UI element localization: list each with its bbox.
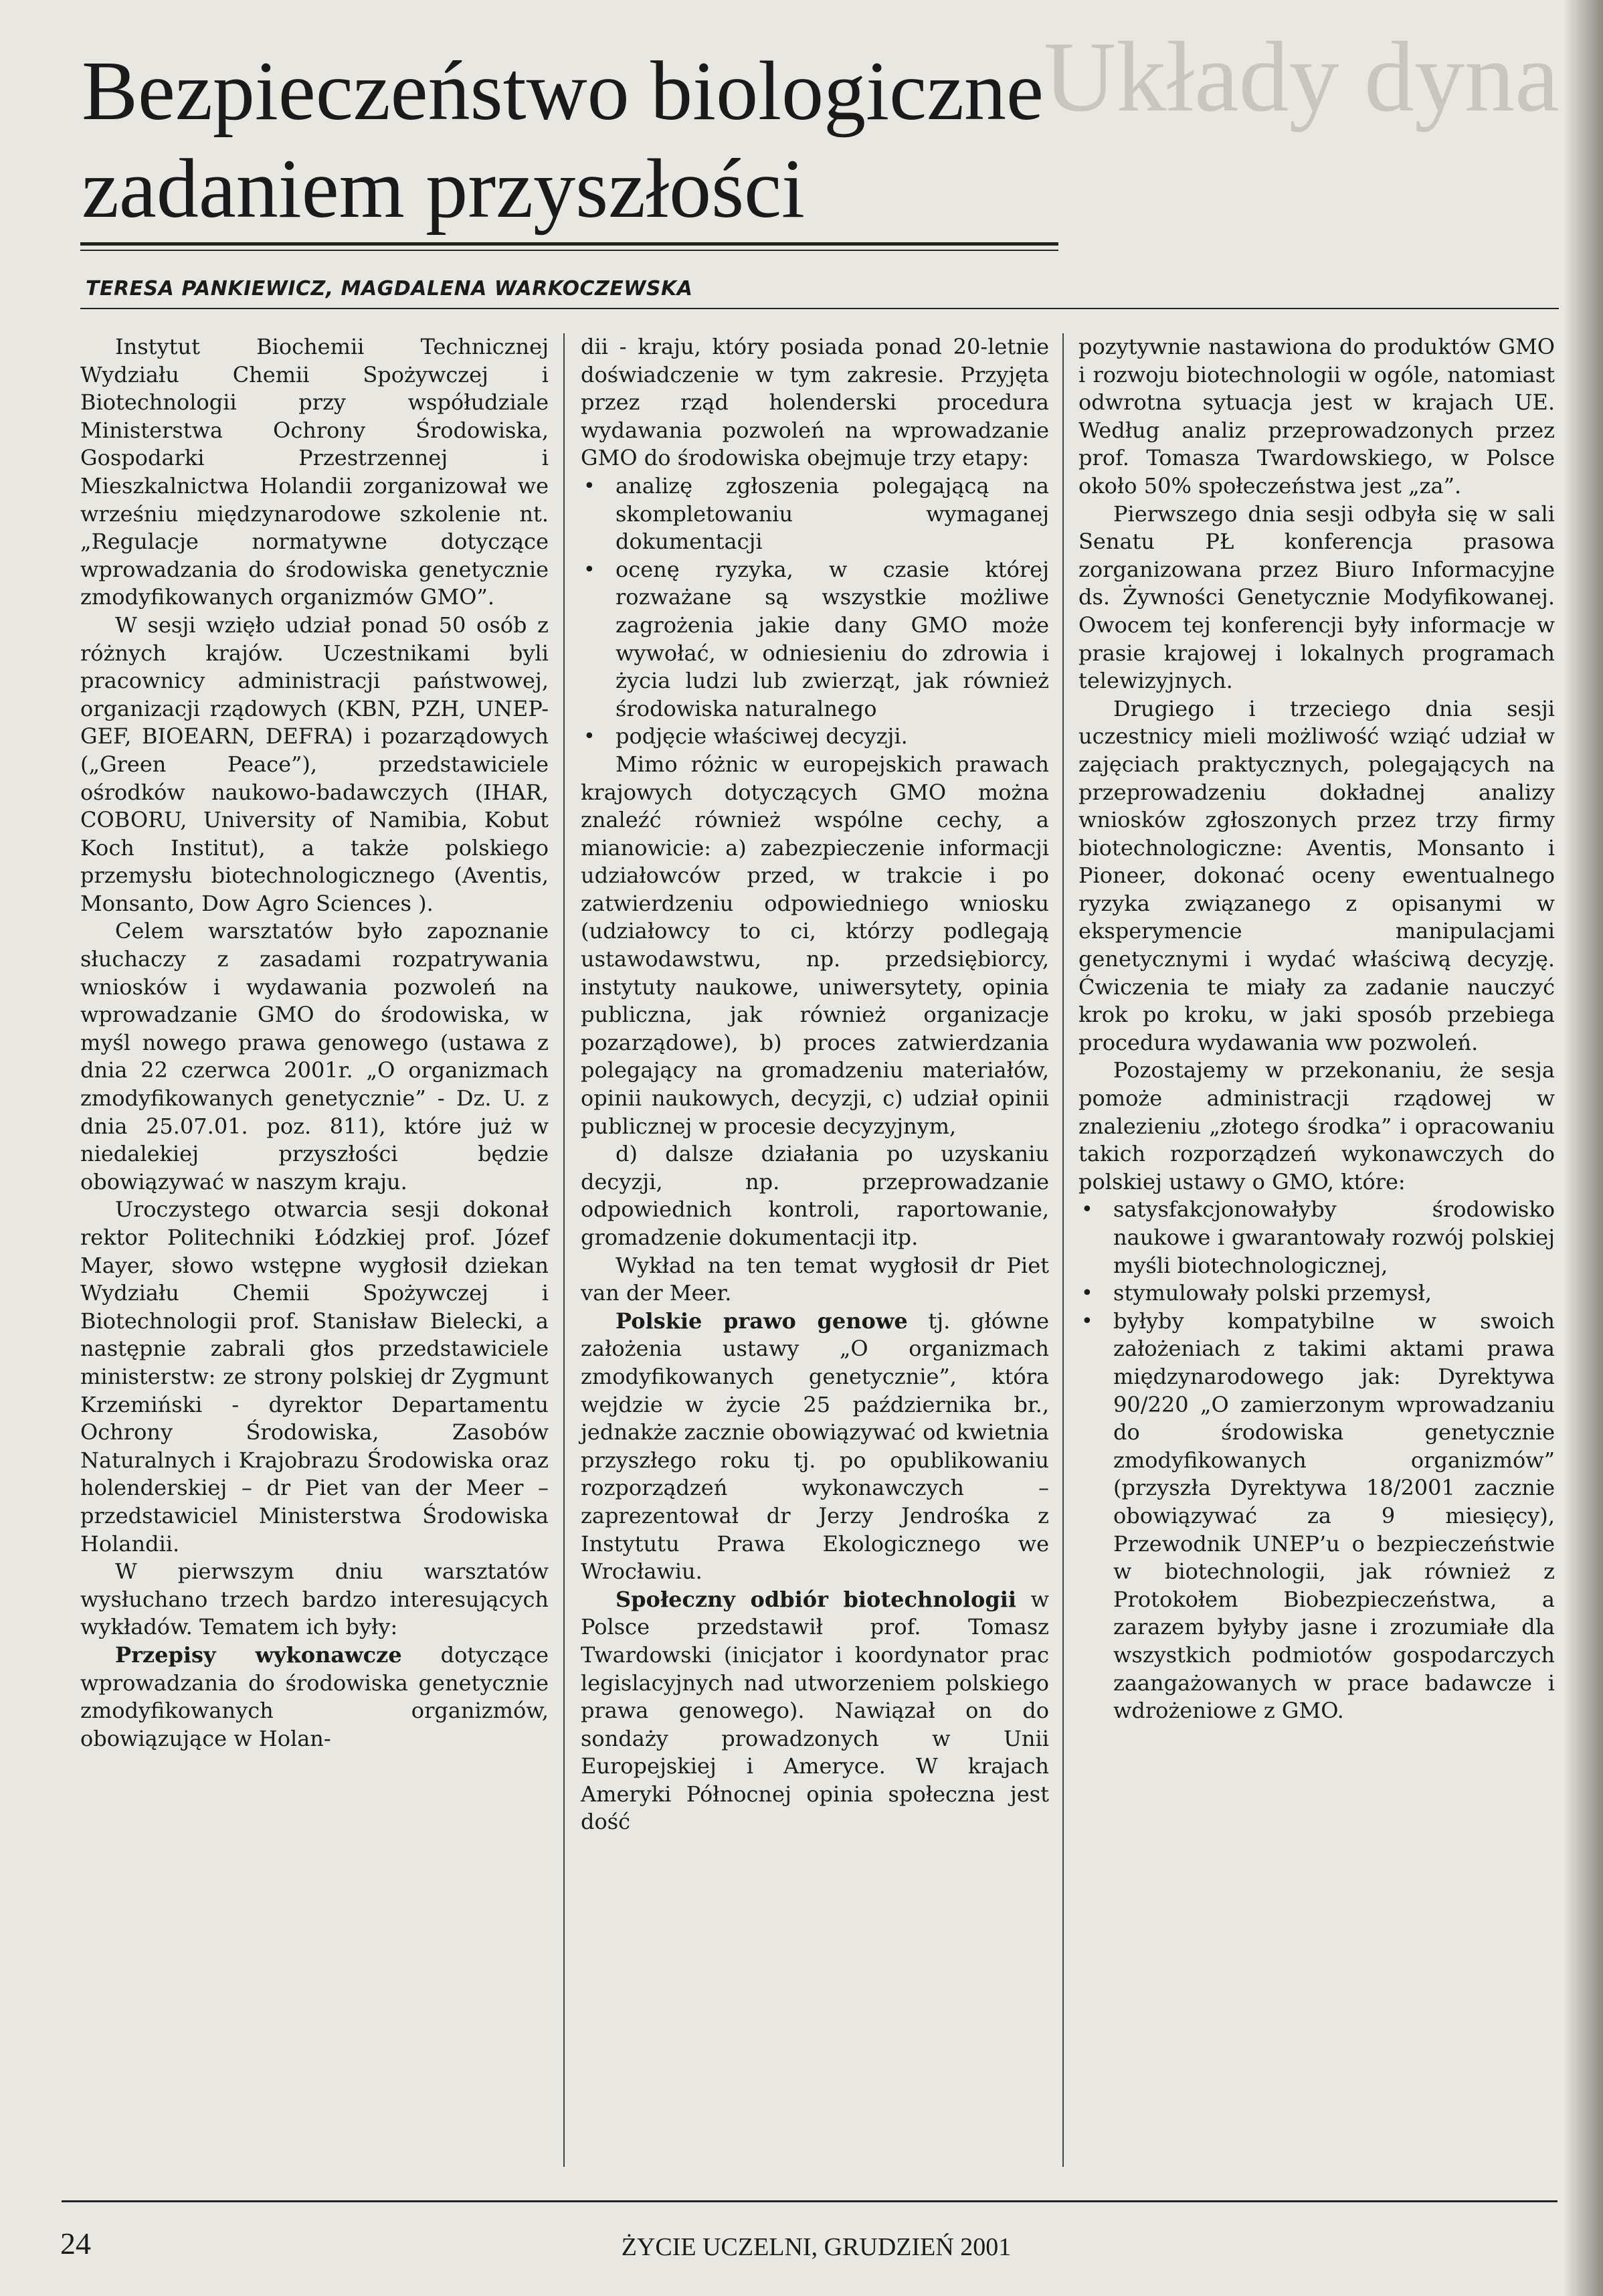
list-item-text: byłyby kompatybilne w swoich założeniach z takimi aktami prawa międzynarodowego jak: Dyrektywa 90/220 „O zamierzonym wprowadzaniu do środowiska genetycznie zmodyfikowanych organizmów” (przyszła Dyrektywa 18/2001 zacznie obowiązywać za 9 miesięcy), Przewodnik UNEP’u o bezpieczeństwie w biotechnologii, jak również z Protokołem Biobezpieczeństwa, a zarazem byłyby jasne i zrozumiałe dla wszystkich podmiotów gospodarczych zaangażowanych w prace badawcze i wdrożeniowe z GMO. bbox=[1113, 1308, 1555, 1724]
subhead-spoleczny-odbior: Społeczny odbiór biotechnologii bbox=[616, 1586, 1017, 1612]
authors-rule bbox=[80, 308, 1559, 309]
col1-paragraph-text: dotyczące wprowadzania do środowiska genetycznie zmodyfikowanych organizmów, obowiązujące w Holan- bbox=[80, 1642, 549, 1751]
text-column-1 bbox=[80, 333, 549, 1753]
col1-paragraph: W sesji wzięło udział ponad 50 osób z różnych krajów. Uczestnikami byli pracownicy administracji państwowej, organizacji rządowych (KBN, PZH, UNEP-GEF, BIOEARN, DEFRA) i pozarządowych („Green Peace”), przedstawiciele ośrodków naukowo-badawczych (IHAR, COBORU, University of Namibia, Kobut Koch Institut), a także polskiego przemysłu biotechnologicznego (Aventis, Monsanto, Dow Agro Sciences ). bbox=[80, 612, 549, 916]
col2-paragraph: Wykład na ten temat wygłosił dr Piet van der Meer. bbox=[581, 1252, 1049, 1306]
title-line-2: zadaniem przyszłości bbox=[82, 143, 806, 236]
bullet-icon: • bbox=[1081, 1309, 1093, 1333]
list-item bbox=[581, 472, 1049, 556]
list-item-text: stymulowały polski przemysł, bbox=[1113, 1280, 1432, 1306]
list-item-text: ocenę ryzyka, w czasie której rozważane są wszystkie możliwe zagrożenia jakie dany GMO może wywołać, w odniesieniu do zdrowia i życia ludzi lub zwierząt, jak również środowiska naturalnego bbox=[616, 556, 1049, 721]
col2-paragraph-text: tj. główne założenia ustawy „O organizmach zmodyfikowanych genetycznie”, która wejdzie w życie 25 października br., jednakże zacznie obowiązywać od kwietnia przyszłego roku tj. po opublikowaniu rozporządzeń wykonawczych – zaprezentował dr Jerzy Jendrośka z Instytutu Prawa Ekologicznego we Wrocławiu. bbox=[581, 1308, 1049, 1585]
bleed-through-heading: Układy dyna bbox=[1044, 27, 1560, 133]
list-item bbox=[1078, 1279, 1555, 1308]
article-authors: TERESA PANKIEWICZ, MAGDALENA WARKOCZEWSKA bbox=[86, 277, 693, 300]
subhead-przepisy: Przepisy wykonawcze bbox=[115, 1642, 402, 1668]
col2-paragraph-text: w Polsce przedstawił prof. Tomasz Twardowski (inicjator i koordynator prac legislacyjnych nad utworzeniem polskiego prawa genowego). Nawiązał on do sondaży prowadzonych w Unii Europejskiej i Ameryce. W krajach Ameryki Północnej opinia społeczna jest dość bbox=[581, 1586, 1049, 1835]
page-number: 24 bbox=[60, 2226, 91, 2261]
list-item-text: podjęcie właściwej decyzji. bbox=[616, 723, 908, 749]
col2-paragraph: d) dalsze działania po uzyskaniu decyzji, np. przeprowadzanie odpowiednich kontroli, raportowanie, gromadzenie dokumentacji itp. bbox=[581, 1141, 1049, 1250]
col3-paragraph: Pierwszego dnia sesji odbyła się w sali Senatu PŁ konferencja prasowa zorganizowana przez Biuro Informacyjne ds. Żywności Genetycznie Modyfikowanej. Owocem tej konferencji były informacje w prasie krajowej i lokalnych programach telewizyjnych. bbox=[1078, 501, 1555, 694]
footer-rule bbox=[62, 2200, 1558, 2202]
column-divider-1 bbox=[563, 333, 565, 2167]
col3-paragraph: pozytywnie nastawiona do produktów GMO i rozwoju biotechnologii w ogóle, natomiast odwrotna sytuacja jest w krajach UE. Według analiz przeprowadzonych przez prof. Tomasza Twardowskiego, w Polsce około 50% społeczeństwa jest „za”. bbox=[1078, 334, 1555, 499]
bullet-icon: • bbox=[1081, 1282, 1093, 1306]
col1-paragraph: Uroczystego otwarcia sesji dokonał rektor Politechniki Łódzkiej prof. Józef Mayer, słowo wstępne wygłosił dziekan Wydziału Chemii Spożywczej i Biotechnologii prof. Stanisław Bielecki, a następnie zabrali głos przedstawiciele ministerstw: ze strony polskiej dr Zygmunt Krzemiński - dyrektor Departamentu Ochrony Środowiska, Zasobów Naturalnych i Krajobrazu Środowiska oraz holenderskiej – dr Piet van der Meer – przedstawiciel Ministerstwa Środowiska Holandii. bbox=[80, 1197, 549, 1557]
column-divider-2 bbox=[1062, 333, 1064, 2167]
text-column-3 bbox=[1078, 333, 1555, 1725]
bullet-icon: • bbox=[583, 557, 595, 582]
list-item-text: analizę zgłoszenia polegającą na skompletowaniu wymaganej dokumentacji bbox=[616, 472, 1049, 555]
col3-paragraph: Pozostajemy w przekonaniu, że sesja pomoże administracji rządowej w znalezieniu „złotego środka” i opracowaniu takich rozporządzeń wykonawczych do polskiej ustawy o GMO, które: bbox=[1078, 1057, 1555, 1195]
procedure-stage-list bbox=[581, 472, 1049, 751]
list-item bbox=[1078, 1308, 1555, 1725]
col2-paragraph: Mimo różnic w europejskich prawach krajowych dotyczących GMO można znaleźć również wspólne cechy, a mianowicie: a) zabezpieczenie informacji udziałowców przed, w trakcie i po zatwierdzeniu odpowiedniego wniosku (udziałowcy to ci, którzy podlegają ustawodawstwu, np. przedsiębiorcy, instytuty naukowe, uniwersytety, opinia publiczna, jak również organizacje pozarządowe), b) proces zatwierdzania polegający na gromadzeniu materiałów, opinii naukowych, decyzji, c) udział opinii publicznej w procesie decyzyjnym, bbox=[581, 751, 1049, 1139]
regulation-goals-list bbox=[1078, 1196, 1555, 1725]
list-item bbox=[581, 723, 1049, 751]
bullet-icon: • bbox=[1081, 1198, 1093, 1222]
list-item bbox=[1078, 1196, 1555, 1279]
bullet-icon: • bbox=[583, 725, 595, 749]
title-rule-bottom bbox=[80, 250, 1058, 251]
subhead-prawo-genowe: Polskie prawo genowe bbox=[616, 1308, 908, 1334]
article-title bbox=[82, 43, 1186, 238]
page-edge-shadow bbox=[1563, 0, 1603, 2296]
title-rule-top bbox=[80, 242, 1058, 246]
bullet-icon: • bbox=[583, 474, 595, 498]
list-item bbox=[581, 556, 1049, 723]
title-line-1: Bezpieczeństwo biologiczne bbox=[82, 45, 1044, 138]
col1-paragraph bbox=[80, 1642, 549, 1753]
col1-paragraph: Celem warsztatów było zapoznanie słuchaczy z zasadami rozpatrywania wniosków i wydawania pozwoleń na wprowadzanie GMO do środowiska, w myśl nowego prawa genowego (ustawa z dnia 22 czerwca 2001r. „O organizmach zmodyfikowanych genetycznie” - Dz. U. z dnia 25.07.01. poz. 811), które już w niedalekiej przyszłości będzie obowiązywać w naszym kraju. bbox=[80, 918, 549, 1195]
col2-paragraph bbox=[581, 1308, 1049, 1586]
col1-paragraph: W pierwszym dniu warsztatów wysłuchano trzech bardzo interesujących wykładów. Tematem ich były: bbox=[80, 1559, 549, 1640]
col1-paragraph: Instytut Biochemii Technicznej Wydziału Chemii Spożywczej i Biotechnologii przy współudziale Ministerstwa Ochrony Środowiska, Gospodarki Przestrzennej i Mieszkalnictwa Holandii zorganizował we wrześniu międzynarodowe szkolenie nt. „Regulacje normatywne dotyczące wprowadzania do środowiska genetycznie zmodyfikowanych organizmów GMO”. bbox=[80, 334, 549, 610]
col2-paragraph: dii - kraju, który posiada ponad 20-letnie doświadczenie w tym zakresie. Przyjęta przez rząd holenderski procedura wydawania pozwoleń na wprowadzanie GMO do środowiska obejmuje trzy etapy: bbox=[581, 334, 1049, 471]
col3-paragraph: Drugiego i trzeciego dnia sesji uczestnicy mieli możliwość wziąć udział w zajęciach praktycznych, polegających na przeprowadzeniu dokładnej analizy wniosków zgłoszonych przez trzy firmy biotechnologiczne: Aventis, Monsanto i Pioneer, dokonać oceny ewentualnego ryzyka związanego z opisanymi w eksperymencie manipulacjami genetycznymi i wydać właściwą decyzję. Ćwiczenia te miały za zadanie nauczyć krok po kroku, w jaki sposób przebiega procedura wydawania ww pozwoleń. bbox=[1078, 695, 1555, 1055]
journal-issue: ŻYCIE UCZELNI, GRUDZIEŃ 2001 bbox=[621, 2233, 1012, 2261]
list-item-text: satysfakcjonowałyby środowisko naukowe i gwarantowały rozwój polskiej myśli biotechnologicznej, bbox=[1113, 1197, 1555, 1278]
text-column-2 bbox=[581, 333, 1049, 1836]
col2-paragraph bbox=[581, 1586, 1049, 1836]
